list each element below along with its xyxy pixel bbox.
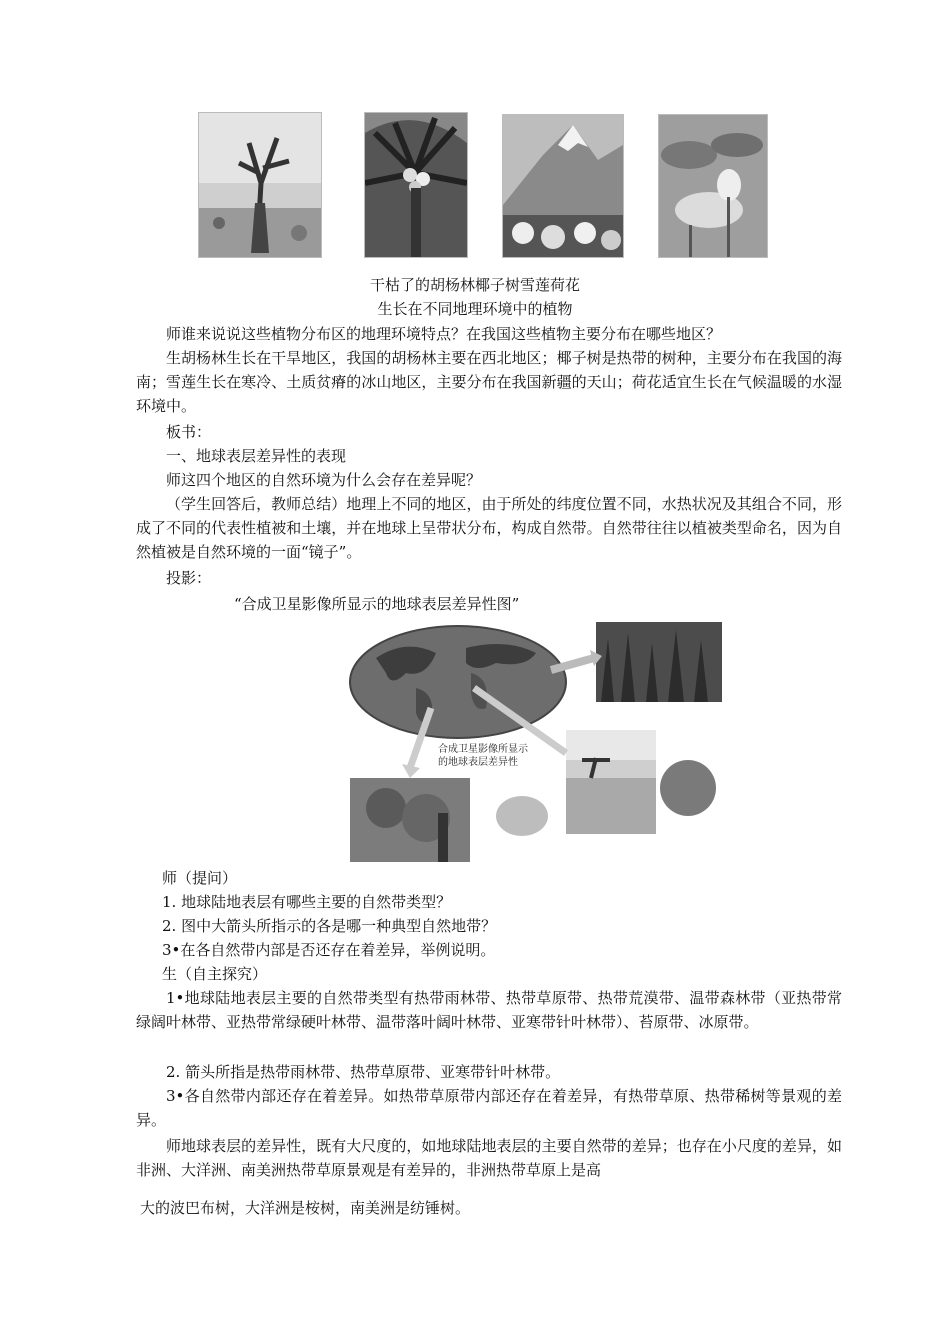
paragraph-teacher-question-2: 师这四个地区的自然环境为什么会存在差异呢？ — [166, 471, 482, 489]
student-heading: 生（自主探究） — [162, 965, 268, 983]
figure-inner-label-1: 合成卫星影像所显示 — [438, 744, 528, 755]
teacher-closing: 师地球表层的差异性，既有大尺度的，如地球陆地表层的主要自然带的差异；也存在小尺度的差异，如非洲、大洋洲、南美洲热带草原景观是有差异的，非洲热带草原上是高 — [136, 1137, 842, 1179]
coconut-palm-photo — [364, 112, 468, 258]
section-heading-1: 一、地球表层差异性的表现 — [166, 447, 347, 465]
dead-poplar-tree-photo — [198, 112, 322, 258]
snow-mountain-lotus-photo — [502, 114, 624, 258]
question-heading: 师（提问） — [162, 869, 238, 887]
satellite-composite-figure — [346, 618, 726, 864]
question-1: 1. 地球陆地表层有哪些主要的自然带类型？ — [162, 893, 452, 911]
answer-1: 1•地球陆地表层主要的自然带类型有热带雨林带、热带草原带、热带荒漠带、温带森林带（亚热带常绿阔叶林带、亚热带常绿硬叶林带、温带落叶阔叶林带、亚寒带针叶林带）、苔原带、冰原带。 — [136, 989, 842, 1031]
paragraph-teacher-question-1: 师谁来说说这些植物分布区的地理环境特点？在我国这些植物主要分布在哪些地区？ — [166, 325, 722, 343]
figure-title: “合成卫星影像所显示的地球表层差异性图” — [234, 595, 520, 613]
question-2: 2. 图中大箭头所指示的各是哪一种典型自然地带？ — [162, 917, 497, 935]
figure-inner-label-2: 的地球表层差异性 — [438, 757, 518, 768]
answer-2: 2. 箭头所指是热带雨林带、热带草原带、亚寒带针叶林带。 — [166, 1063, 561, 1081]
paragraph-projection: 投影： — [166, 569, 212, 587]
answer-3: 3•各自然带内部还存在着差异。如热带草原带内部还存在着差异，有热带草原、热带稀树等景观的差异。 — [136, 1087, 842, 1129]
photo-caption-line1: 干枯了的胡杨林椰子树雪莲荷花 — [369, 276, 580, 294]
paragraph-student-answer-1: 生胡杨林生长在干旱地区，我国的胡杨林主要在西北地区；椰子树是热带的树种，主要分布在我国的海南；雪莲生长在寒冷、土质贫瘠的冰山地区，主要分布在我国新疆的天山；荷花适宜生长在气候温暖的水湿环境中。 — [136, 349, 842, 415]
lotus-flower-photo — [658, 114, 768, 258]
question-3: 3•在各自然带内部是否还存在着差异，举例说明。 — [162, 941, 496, 959]
paragraph-blackboard: 板书： — [166, 423, 212, 441]
teacher-closing-continued: 大的波巴布树，大洋洲是桉树，南美洲是纺锤树。 — [140, 1199, 471, 1217]
photo-caption-line2: 生长在不同地理环境中的植物 — [377, 300, 573, 318]
paragraph-teacher-summary: （学生回答后，教师总结）地理上不同的地区，由于所处的纬度位置不同，水热状况及其组合不同，形成了不同的代表性植被和土壤，并在地球上呈带状分布，构成自然带。自然带往往以植被类型命名，因为自然植被是自然环境的一面“镜子”。 — [136, 495, 842, 561]
